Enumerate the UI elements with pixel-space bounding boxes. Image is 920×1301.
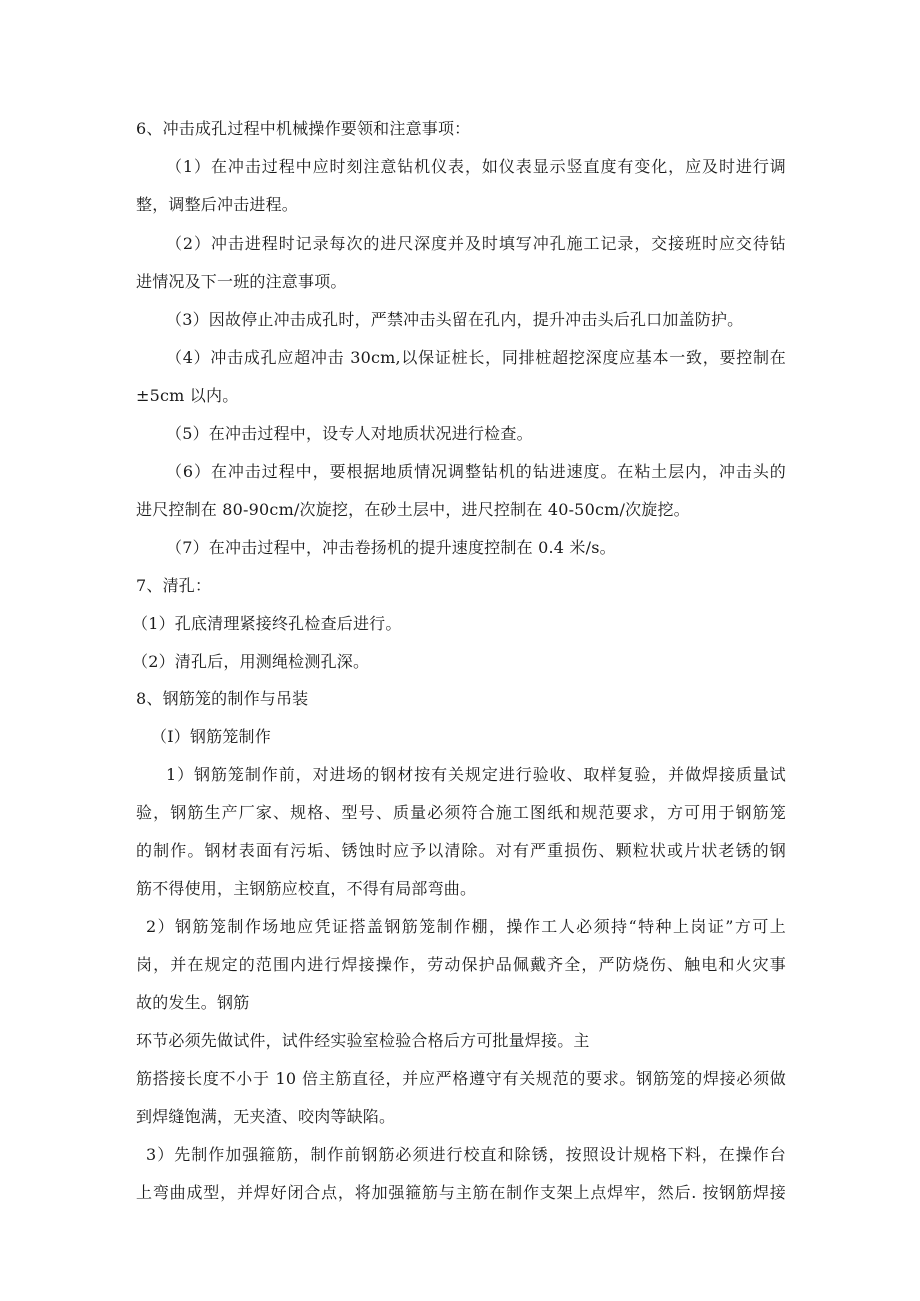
- paragraph-line: （6）在冲击过程中，要根据地质情况调整钻机的钻进速度。在粘土层内，冲击头的: [166, 462, 786, 481]
- paragraph-line: 验，钢筋生产厂家、规格、型号、质量必须符合施工图纸和规范要求，方可用于钢筋笼: [136, 803, 786, 822]
- paragraph-line: 筋不得使用，主钢筋应校直，不得有局部弯曲。: [136, 879, 477, 898]
- paragraph-line: 上弯曲成型，并焊好闭合点，将加强箍筋与主筋在制作支架上点焊牢，然后. 按钢筋焊接: [136, 1183, 786, 1202]
- paragraph-line: （2）冲击进程时记录每次的进尺深度并及时填写冲孔施工记录，交接班时应交待钻: [166, 234, 786, 253]
- paragraph-line: 的制作。钢材表面有污垢、锈蚀时应予以清除。对有严重损伤、颗粒状或片状老锈的钢: [136, 841, 786, 860]
- paragraph-line: 环节必须先做试件，试件经实验室检验合格后方可批量焊接。主: [136, 1031, 590, 1050]
- paragraph-line: 到焊缝饱满，无夹渣、咬肉等缺陷。: [136, 1107, 396, 1126]
- paragraph-line: 故的发生。钢筋: [136, 993, 250, 1012]
- paragraph-line: （1）孔底清理紧接终孔检查后进行。: [132, 614, 402, 633]
- subheading: （I）钢筋笼制作: [151, 727, 271, 746]
- heading-8: 8、钢筋笼的制作与吊装: [136, 689, 309, 708]
- paragraph-line: 3）先制作加强箍筋，制作前钢筋必须进行校直和除锈，按照设计规格下料，在操作台: [146, 1145, 786, 1164]
- heading-7: 7、清孔：: [136, 576, 212, 595]
- paragraph-line: 整，调整后冲击进程。: [136, 195, 299, 214]
- paragraph-line: （7）在冲击过程中，冲击卷扬机的提升速度控制在 0.4 米/s。: [166, 538, 616, 557]
- paragraph-line: （2）清孔后，用测绳检测孔深。: [132, 652, 370, 671]
- paragraph-line: 2）钢筋笼制作场地应凭证搭盖钢筋笼制作棚，操作工人必须持“特种上岗证”方可上: [146, 917, 786, 936]
- paragraph-line: 进情况及下一班的注意事项。: [136, 272, 347, 291]
- paragraph-line: ±5cm 以内。: [136, 386, 239, 405]
- paragraph-line: 筋搭接长度不小于 10 倍主筋直径，并应严格遵守有关规范的要求。钢筋笼的焊接必须做: [136, 1069, 786, 1088]
- heading-6: 6、冲击成孔过程中机械操作要领和注意事项：: [136, 119, 471, 138]
- paragraph-line: （1）在冲击过程中应时刻注意钻机仪表，如仪表显示竖直度有变化，应及时进行调: [166, 157, 786, 176]
- paragraph-line: （3）因故停止冲击成孔时，严禁冲击头留在孔内，提升冲击头后孔口加盖防护。: [166, 310, 744, 329]
- paragraph-line: 进尺控制在 80-90cm/次旋挖，在砂土层中，进尺控制在 40-50cm/次旋挖。: [136, 500, 690, 519]
- paragraph-line: 1）钢筋笼制作前，对进场的钢材按有关规定进行验收、取样复验，并做焊接质量试: [166, 765, 786, 784]
- paragraph-line: （5）在冲击过程中，设专人对地质状况进行检查。: [166, 424, 533, 443]
- paragraph-line: （4）冲击成孔应超冲击 30cm,以保证桩长，同排桩超挖深度应基本一致，要控制在: [166, 348, 786, 367]
- paragraph-line: 岗，并在规定的范围内进行焊接操作，劳动保护品佩戴齐全，严防烧伤、触电和火灾事: [136, 955, 786, 974]
